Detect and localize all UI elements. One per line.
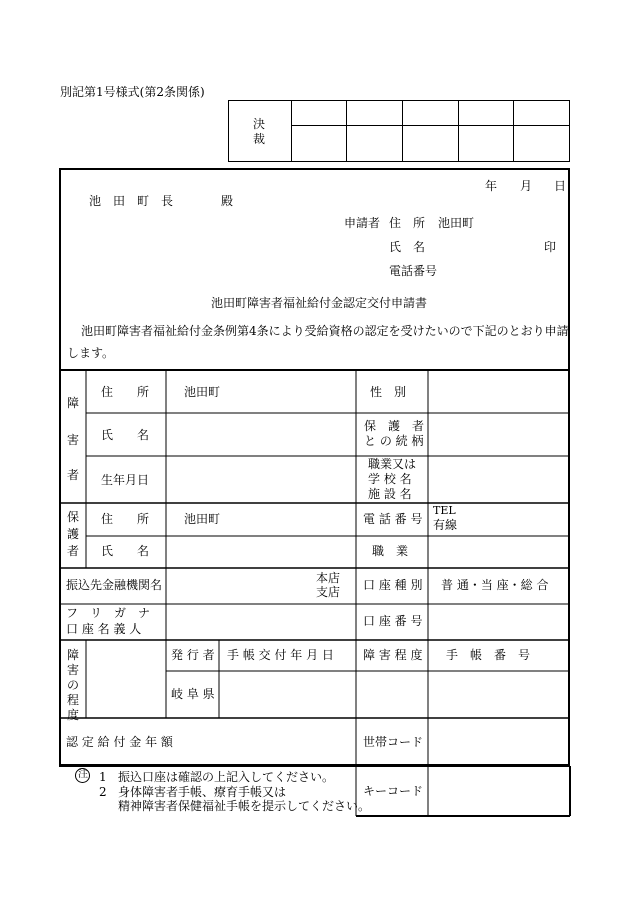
g-job-label: 職 業 xyxy=(372,544,409,558)
dp-occupation-field[interactable] xyxy=(429,457,569,502)
account-type-options[interactable]: 普 通・当 座・総 合 xyxy=(441,578,549,592)
dp-name-label: 氏 名 xyxy=(101,428,150,442)
bank-main-branch: 本店 xyxy=(316,571,341,585)
date-year: 年 xyxy=(485,179,498,193)
g-job-field[interactable] xyxy=(429,537,569,567)
statement-line-1: 池田町障害者福祉給付金条例第4条により受給資格の認定を受けたいので下記のとおり申請 xyxy=(81,324,569,338)
note-2-text-1: 身体障害者手帳、療育手帳又は xyxy=(118,785,287,799)
dp-relation-label-1: 保 護 者 xyxy=(364,419,425,433)
date-day: 日 xyxy=(554,179,567,193)
dp-occupation-3: 施 設 名 xyxy=(368,487,412,501)
annual-amount-field[interactable] xyxy=(167,719,355,765)
applicant-phone-label: 電話番号 xyxy=(389,264,438,278)
account-holder-label: 口 座 名 義 人 xyxy=(66,622,142,636)
note-2-text-2: 精神障害者保健福祉手帳を提示してください。 xyxy=(118,799,371,813)
dp-name-field[interactable] xyxy=(167,414,355,455)
g-name-field[interactable] xyxy=(167,537,355,567)
key-code-field[interactable] xyxy=(429,767,569,815)
handbook-number-label: 手 帳 番 号 xyxy=(446,648,531,662)
guardian-group-label: 保 xyxy=(66,510,79,524)
applicant-name-label: 氏 名 xyxy=(389,240,426,254)
seal-mark: 印 xyxy=(544,240,557,254)
issue-date-field[interactable] xyxy=(220,672,355,717)
form-reference: 別記第1号様式(第2条関係) xyxy=(60,85,205,99)
account-number-field[interactable] xyxy=(429,605,569,639)
key-code-label: キーコード xyxy=(363,784,424,798)
account-type-label: 口 座 種 別 xyxy=(363,578,423,592)
account-holder-field[interactable] xyxy=(167,605,355,639)
bank-institution-label: 振込先金融機関名 xyxy=(66,578,163,592)
applicant-address-value[interactable]: 池田町 xyxy=(438,216,475,230)
note-mark-icon: 注 xyxy=(75,768,90,783)
note-1-number: 1 xyxy=(99,770,107,784)
date-month: 月 xyxy=(520,179,533,193)
note-2-number: 2 xyxy=(99,785,107,799)
dp-gender-field[interactable] xyxy=(429,371,569,412)
handbook-number-field[interactable] xyxy=(429,672,569,717)
dp-relation-label-2: と の 続 柄 xyxy=(364,434,424,448)
form-title: 池田町障害者福祉給付金認定交付申請書 xyxy=(211,296,428,310)
issue-date-label: 手 帳 交 付 年 月 日 xyxy=(227,648,334,662)
account-number-label: 口 座 番 号 xyxy=(363,614,423,628)
g-address-label: 住 所 xyxy=(101,512,150,526)
degree-label: 障 害 程 度 xyxy=(363,648,423,662)
furigana-label: フ リ ガ ナ xyxy=(66,606,151,620)
applicant-label: 申請者 xyxy=(344,216,381,230)
household-code-label: 世帯コード xyxy=(363,735,424,749)
dp-relation-field[interactable] xyxy=(429,414,569,455)
issuer-value[interactable]: 岐 阜 県 xyxy=(171,687,215,701)
bank-branch: 支店 xyxy=(316,585,341,599)
statement-line-2: します。 xyxy=(67,346,115,360)
dp-gender-label: 性 別 xyxy=(370,385,407,399)
g-phone-label: 電 話 番 号 xyxy=(363,512,423,526)
g-tel-label: TEL xyxy=(433,504,456,517)
disability-group-label: 障 xyxy=(66,648,79,662)
household-code-field[interactable] xyxy=(429,719,569,765)
disabled-person-group-label: 障 xyxy=(66,396,79,410)
dp-birth-field[interactable] xyxy=(167,457,355,502)
dp-occupation-2: 学 校 名 xyxy=(368,472,412,486)
note-1-text: 振込口座は確認の上記入してください。 xyxy=(118,770,335,784)
dp-address-label: 住 所 xyxy=(101,385,150,399)
g-address-value[interactable]: 池田町 xyxy=(184,512,221,526)
annual-amount-label: 認 定 給 付 金 年 額 xyxy=(66,735,173,749)
addressee: 池 田 町 長 殿 xyxy=(89,194,234,208)
applicant-address-label: 住 所 xyxy=(389,216,426,230)
degree-field[interactable] xyxy=(357,672,427,717)
approval-label: 決 裁 xyxy=(229,101,292,162)
g-name-label: 氏 名 xyxy=(101,544,150,558)
dp-occupation-1: 職業又は xyxy=(368,457,417,471)
dp-birth-label: 生年月日 xyxy=(101,473,150,487)
issuer-label: 発 行 者 xyxy=(171,648,215,662)
g-cable-label: 有線 xyxy=(433,518,458,532)
dp-address-value[interactable]: 池田町 xyxy=(184,385,221,399)
